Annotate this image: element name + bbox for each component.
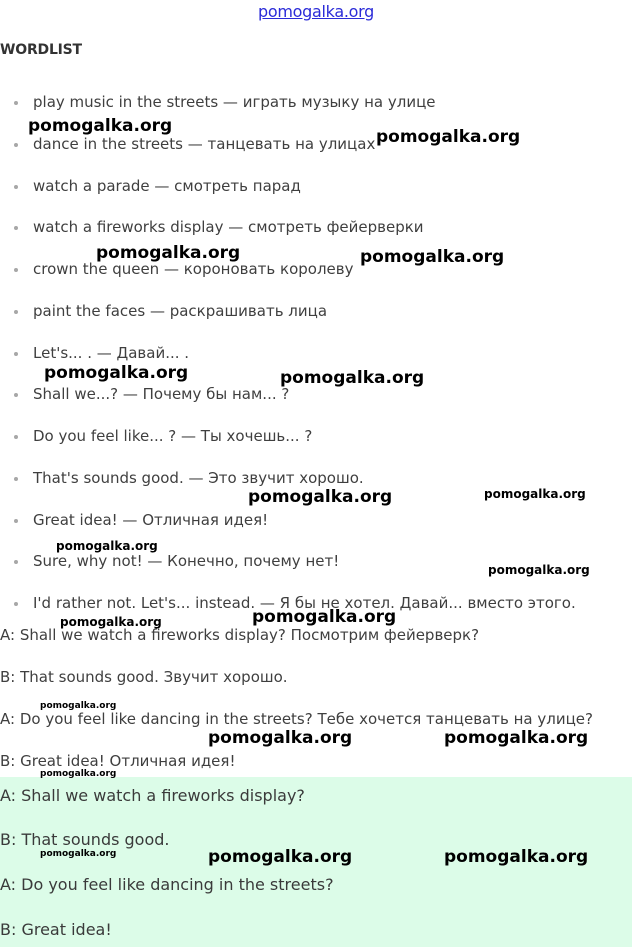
bullet-icon xyxy=(14,477,18,481)
bullet-icon xyxy=(14,435,18,439)
list-item-text: I'd rather not. Let's... instead. — Я бы не хотел. Давай... вместо этого. xyxy=(33,594,576,612)
dialogue-line: A: Shall we watch a fireworks display? Посмотрим фейерверк? xyxy=(0,626,480,644)
watermark: pomogalka.org xyxy=(376,127,521,147)
list-item-text: paint the faces — раскрашивать лица xyxy=(33,301,328,320)
list-item-text: play music in the streets — играть музыку на улице xyxy=(33,93,436,111)
watermark: pomogalka.org xyxy=(208,728,353,748)
watermark: pomogalka.org xyxy=(96,243,241,263)
bullet-icon xyxy=(14,185,18,189)
watermark: pomogalka.org xyxy=(40,701,117,711)
list-item-text: watch a parade — смотреть парад xyxy=(33,176,301,195)
list-item xyxy=(0,422,620,464)
bullet-icon xyxy=(14,352,18,356)
watermark: pomogalka.org xyxy=(484,487,586,501)
bullet-icon xyxy=(14,602,18,606)
list-item xyxy=(0,172,620,214)
watermark: pomogalka.org xyxy=(60,615,162,629)
list-item-text: Do you feel like... ? — Ты хочешь... ? xyxy=(33,427,313,445)
dialogue-line: A: Do you feel like dancing in the streets? Тебе хочется танцевать на улице? xyxy=(0,710,593,728)
site-header-link[interactable]: pomogalka.org xyxy=(258,2,374,21)
list-item xyxy=(0,255,620,297)
watermark: pomogalka.org xyxy=(444,728,589,748)
list-item xyxy=(0,297,620,339)
watermark: pomogalka.org xyxy=(280,368,425,388)
answer-line: B: Great idea! xyxy=(0,920,112,939)
answer-line: A: Shall we watch a fireworks display? xyxy=(0,786,305,805)
list-item-text: Let's... . — Давай... . xyxy=(33,343,190,362)
bullet-icon xyxy=(14,310,18,314)
list-item-text: Shall we...? — Почему бы нам... ? xyxy=(33,385,290,404)
section-title: WORDLIST xyxy=(0,42,82,58)
bullet-icon xyxy=(14,393,18,397)
dialogue-line: B: Great idea! Отличная идея! xyxy=(0,752,236,770)
list-item-text: That's sounds good. — Это звучит хорошо. xyxy=(33,468,364,487)
watermark: pomogalka.org xyxy=(40,769,117,779)
watermark: pomogalka.org xyxy=(248,487,393,507)
watermark: pomogalka.org xyxy=(28,116,173,136)
list-item-text: Sure, why not! — Конечно, почему нет! xyxy=(33,552,340,571)
bullet-icon xyxy=(14,268,18,272)
bullet-icon xyxy=(14,519,18,523)
watermark: pomogalka.org xyxy=(360,247,505,267)
watermark: pomogalka.org xyxy=(444,847,589,867)
watermark: pomogalka.org xyxy=(40,849,117,859)
answer-line: A: Do you feel like dancing in the streets? xyxy=(0,875,334,894)
watermark: pomogalka.org xyxy=(252,607,397,627)
list-item-text: crown the queen — короновать королеву xyxy=(33,260,354,278)
answer-line: B: That sounds good. xyxy=(0,830,170,849)
list-item xyxy=(0,130,620,172)
bullet-icon xyxy=(14,143,18,147)
bullet-icon xyxy=(14,101,18,105)
bullet-icon xyxy=(14,226,18,230)
list-item-text: Great idea! — Отличная идея! xyxy=(33,510,269,529)
bullet-icon xyxy=(14,560,18,564)
watermark: pomogalka.org xyxy=(208,847,353,867)
dialogue-line: B: That sounds good. Звучит хорошо. xyxy=(0,668,288,686)
list-item-text: dance in the streets — танцевать на улицах xyxy=(33,134,376,153)
watermark: pomogalka.org xyxy=(44,363,189,383)
watermark: pomogalka.org xyxy=(488,563,590,577)
list-item xyxy=(0,213,620,255)
list-item-text: watch a fireworks display — смотреть фейерверки xyxy=(33,218,424,237)
watermark: pomogalka.org xyxy=(56,539,158,553)
